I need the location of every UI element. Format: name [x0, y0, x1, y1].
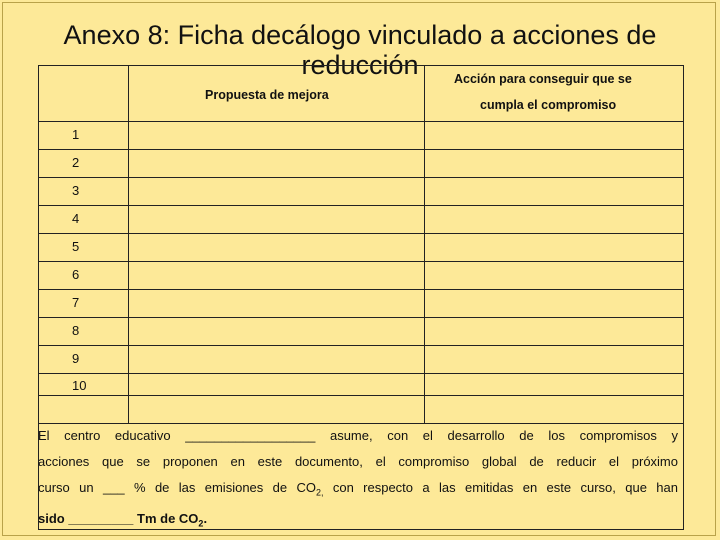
row-number: 6 [72, 267, 80, 282]
row-divider [39, 373, 683, 374]
commitment-text: curso un ___ % de las emisiones de CO [38, 480, 316, 495]
row-number: 2 [72, 155, 80, 170]
commitment-text: El centro educativo __________________ asume, con el desarrollo de los compromisos y [38, 428, 678, 443]
row-number: 7 [72, 295, 80, 310]
commitment-text: con respecto a las emitidas en este curso, que han [323, 480, 678, 495]
row-number: 10 [72, 378, 87, 393]
row-divider [39, 149, 683, 150]
row-number: 4 [72, 211, 80, 226]
commitment-line [38, 506, 678, 537]
commitment-line [38, 423, 678, 449]
commitment-text: . [203, 510, 208, 526]
row-number: 3 [72, 183, 80, 198]
subscript: 2, [315, 487, 324, 498]
header-propuesta-de-mejora: Propuesta de mejora [205, 88, 329, 102]
row-divider [39, 345, 683, 346]
row-divider [39, 261, 683, 262]
row-divider [39, 317, 683, 318]
page-title: Anexo 8: Ficha decálogo vinculado a acciones de reducción [63, 20, 657, 80]
row-divider [39, 205, 683, 206]
header-divider [39, 121, 683, 122]
row-divider [39, 395, 683, 396]
commitment-line [38, 449, 678, 475]
row-divider [39, 177, 683, 178]
row-number: 5 [72, 239, 80, 254]
row-number: 9 [72, 351, 80, 366]
row-divider [39, 289, 683, 290]
column-divider-proposal [424, 66, 425, 423]
row-divider [39, 233, 683, 234]
row-number: 1 [72, 127, 80, 142]
header-accion-line2: cumpla el compromiso [480, 98, 617, 112]
row-number: 8 [72, 323, 80, 338]
commitment-text: sido _________ Tm de CO [38, 510, 199, 526]
subscript: 2 [198, 518, 204, 529]
column-divider-number [128, 66, 129, 423]
commitment-statement [38, 423, 678, 536]
header-accion-line1: Acción para conseguir que se [454, 72, 632, 86]
commitment-text: acciones que se proponen en este documento, el compromiso global de reducir el próximo [38, 454, 678, 469]
commitment-line [38, 475, 678, 506]
